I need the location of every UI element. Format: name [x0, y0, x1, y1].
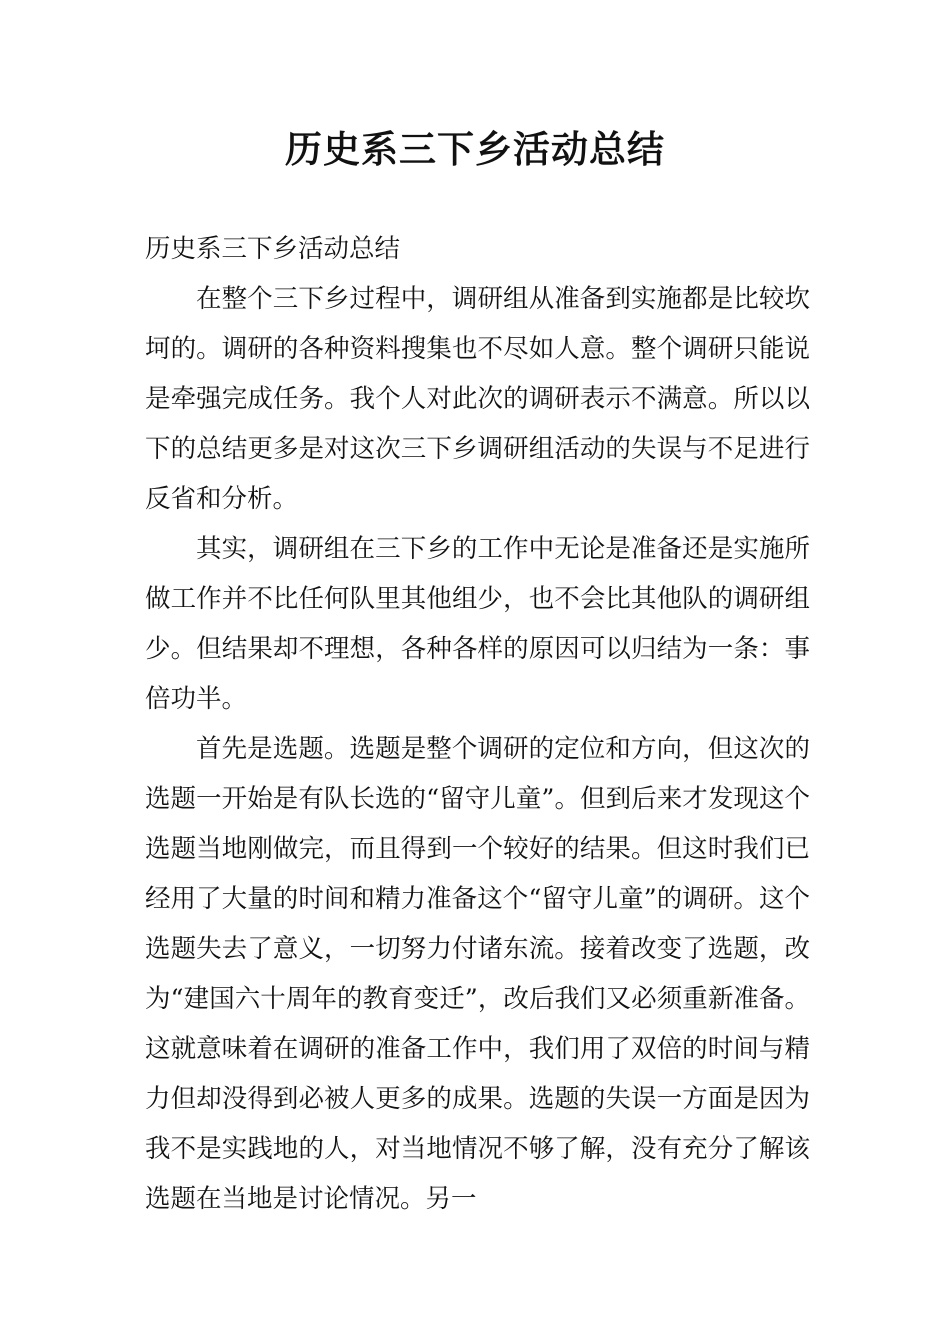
document-title: 历史系三下乡活动总结 — [285, 128, 665, 171]
document-subtitle: 历史系三下乡活动总结 — [145, 234, 401, 264]
document-body — [145, 224, 810, 1224]
paragraph-1: 在整个三下乡过程中，调研组从准备到实施都是比较坎坷的。调研的各种资料搜集也不尽如人意。整个调研只能说是牵强完成任务。我个人对此次的调研表示不满意。所以以下的总结更多是对这次三下乡调研组活动的失误与不足进行反省和分析。 — [145, 284, 810, 514]
paragraph-2: 其实，调研组在三下乡的工作中无论是准备还是实施所做工作并不比任何队里其他组少，也不会比其他队的调研组少。但结果却不理想，各种各样的原因可以归结为一条：事倍功半。 — [145, 534, 810, 714]
paragraph-3: 首先是选题。选题是整个调研的定位和方向，但这次的选题一开始是有队长选的“留守儿童”。但到后来才发现这个选题当地刚做完，而且得到一个较好的结果。但这时我们已经用了大量的时间和精力准备这个“留守儿童”的调研。这个选题失去了意义，一切努力付诸东流。接着改变了选题，改为“建国六十周年的教育变迁”，改后我们又必须重新准备。这就意味着在调研的准备工作中，我们用了双倍的时间与精力但却没得到必被人更多的成果。选题的失误一方面是因为我不是实践地的人，对当地情况不够了解，没有充分了解该选题在当地是讨论情况。另一 — [145, 734, 810, 1214]
